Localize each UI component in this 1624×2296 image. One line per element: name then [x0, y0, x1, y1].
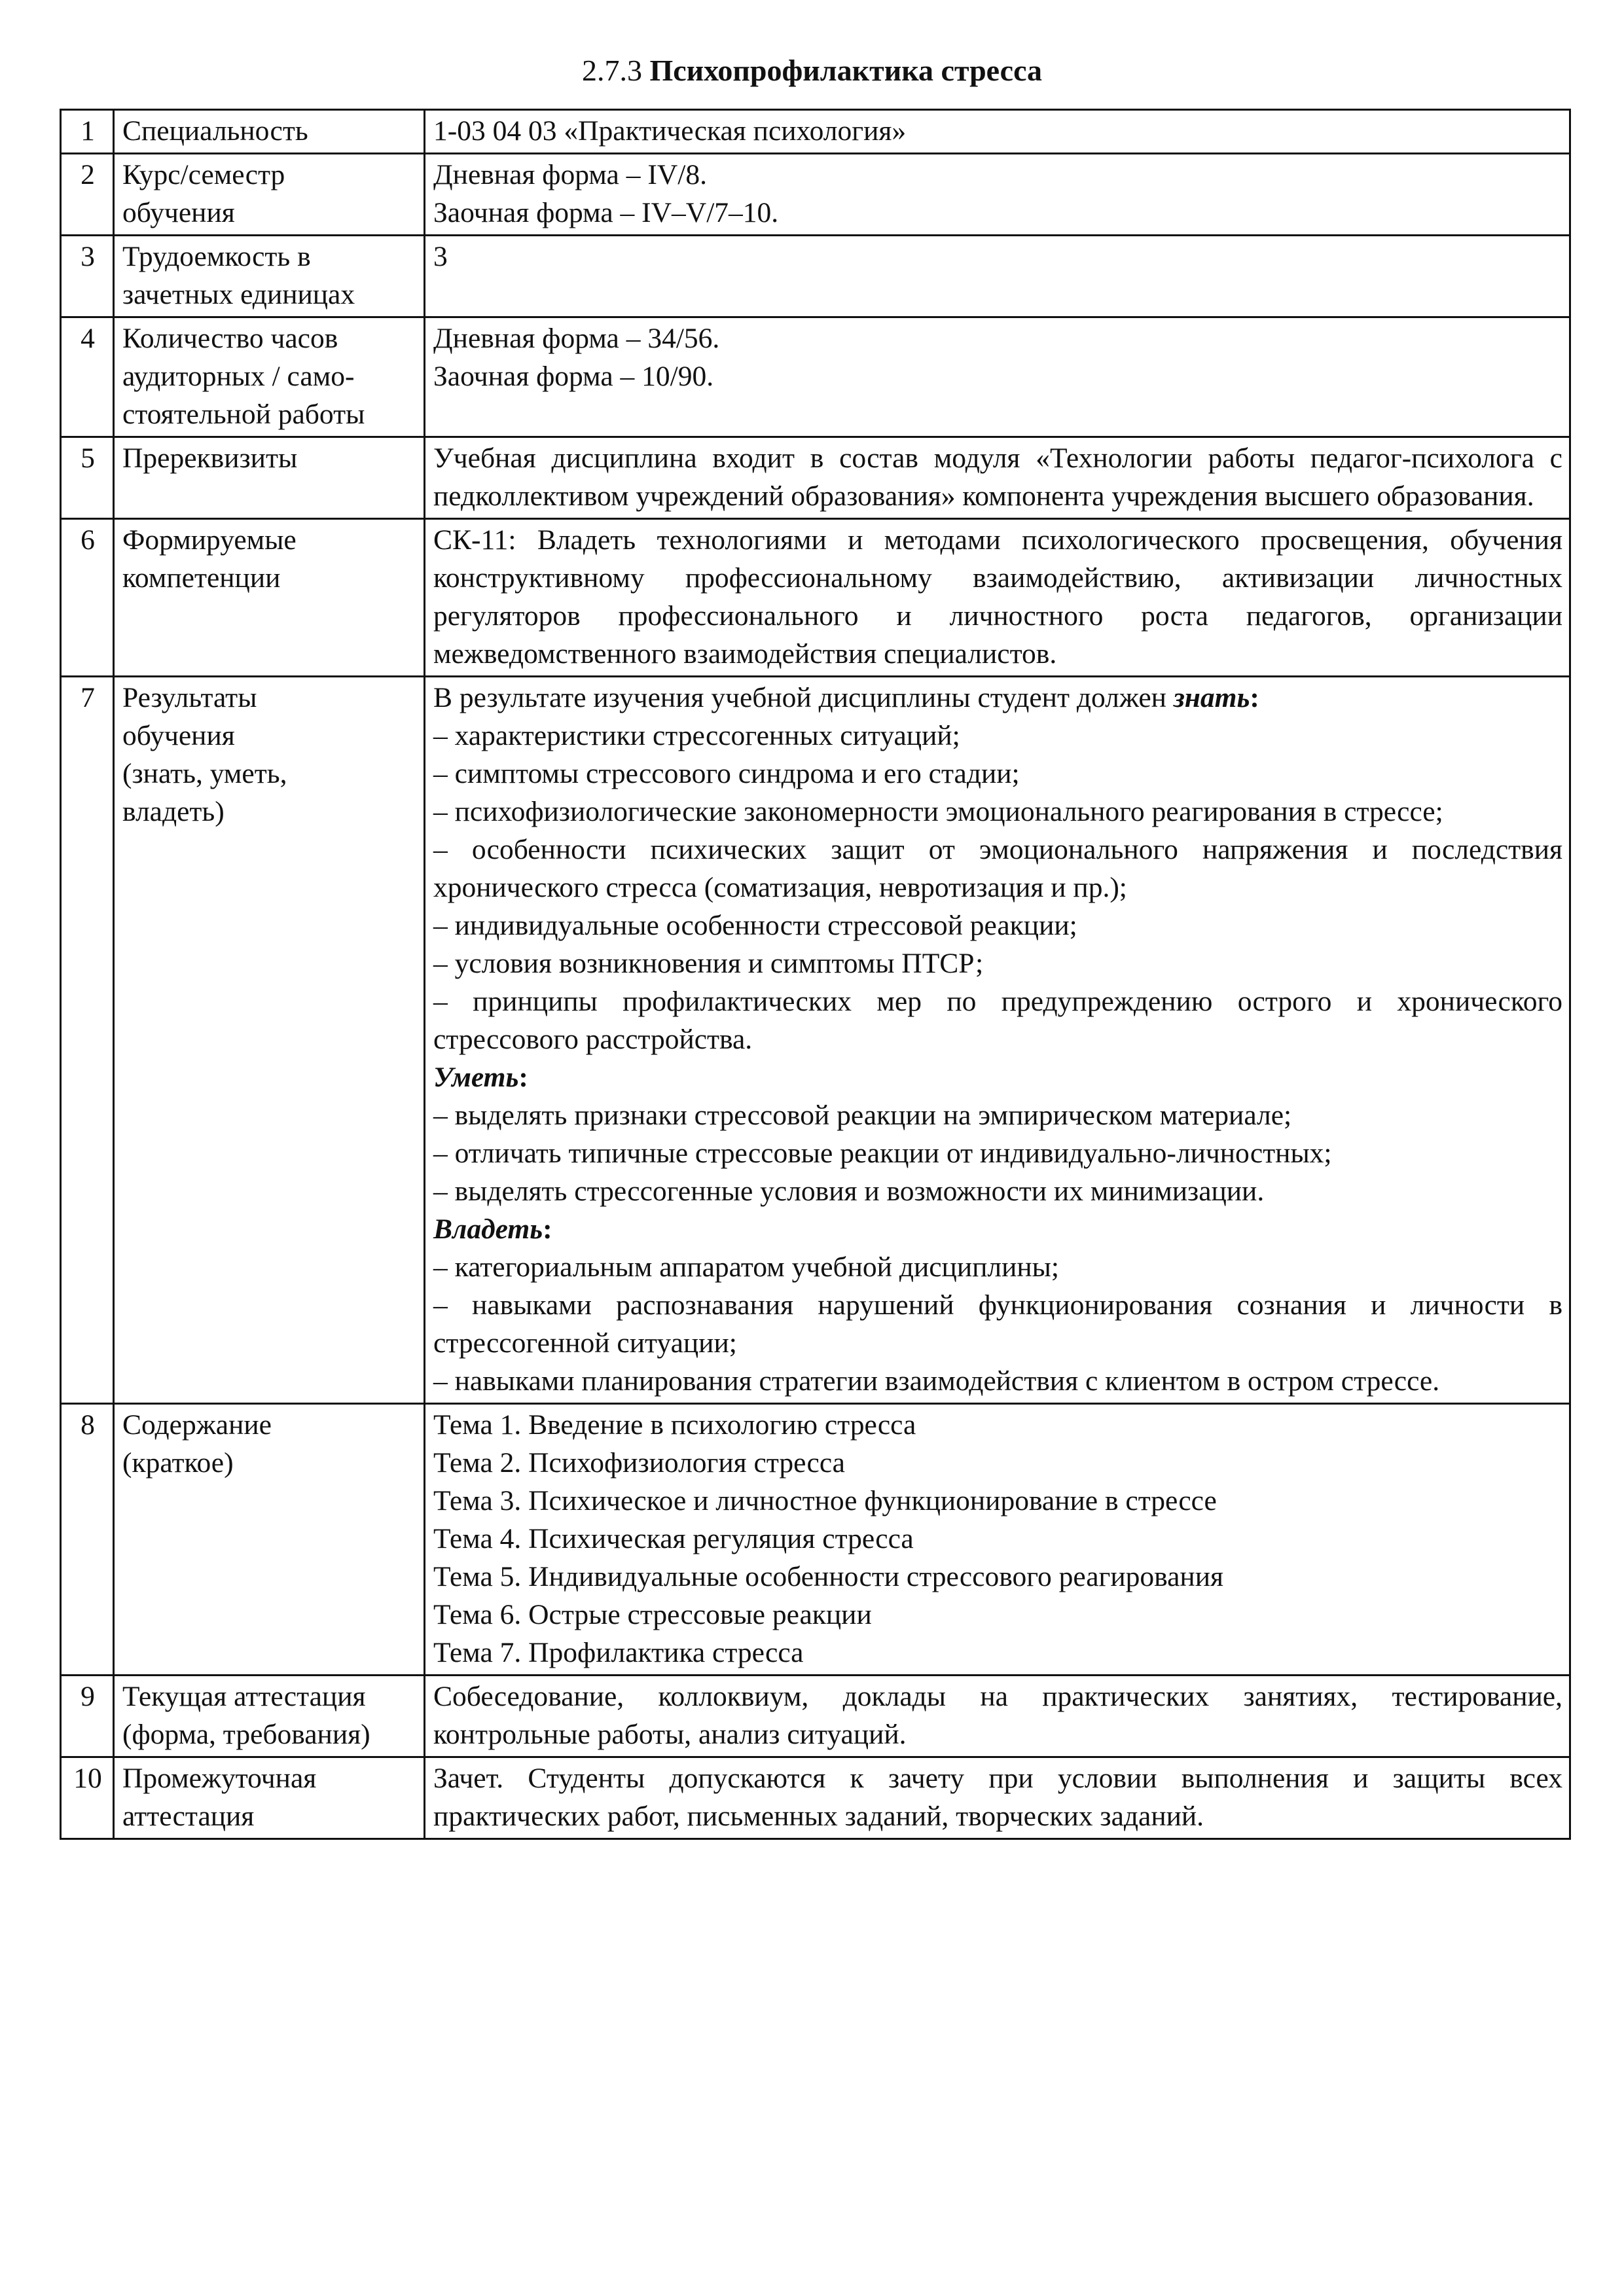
know-item: – индивидуальные особенности стрессовой реакции; [433, 910, 1077, 941]
value-line: Заочная форма – IV–V/7–10. [433, 197, 779, 228]
row-value [425, 1676, 1570, 1757]
row-value [425, 1757, 1570, 1839]
row-label: Результаты обучения (знать, уметь, владеть) [114, 677, 425, 1404]
value-line: Дневная форма – 34/56. [433, 323, 720, 354]
topic-item: Тема 3. Психическое и личностное функционирование в стрессе [433, 1485, 1217, 1516]
own-item: – навыками распознавания нарушений функционирования сознания и личности в стрессогенной ситуации; [433, 1289, 1562, 1359]
row-value [425, 236, 1570, 317]
row-label: Курс/семестр обучения [114, 154, 425, 236]
table-row [61, 1404, 1570, 1676]
can-heading-line: Уметь: [433, 1062, 528, 1093]
can-item: – выделять стрессогенные условия и возможности их минимизации. [433, 1175, 1265, 1207]
value-paragraph: Зачет. Студенты допускаются к зачету при условии выполнения и защиты всех практических работ, письменных заданий, творческих заданий. [433, 1763, 1562, 1832]
row-value [425, 110, 1570, 154]
learning-outcomes [425, 677, 1570, 1404]
know-item: – симптомы стрессового синдрома и его стадии; [433, 758, 1020, 789]
row-label: Трудоемкость в зачетных единицах [114, 236, 425, 317]
outcomes-intro: В результате изучения учебной дисциплины студент должен знать: [433, 682, 1259, 713]
table-row [61, 110, 1570, 154]
know-item: – особенности психических защит от эмоционального напряжения и последствия хронического стресса (соматизация, невротизация и пр.); [433, 834, 1562, 903]
can-item: – выделять признаки стрессовой реакции на эмпирическом материале; [433, 1100, 1292, 1131]
row-number: 4 [61, 317, 114, 437]
know-item: – условия возникновения и симптомы ПТСР; [433, 948, 984, 979]
outcomes-intro-text: В результате изучения учебной дисциплины студент должен [433, 682, 1166, 713]
value-paragraph: Собеседование, коллоквиум, доклады на практических занятиях, тестирование, контрольные работы, анализ ситуаций. [433, 1681, 1562, 1750]
row-label: Формируемые компетенции [114, 519, 425, 677]
value-paragraph: СК-11: Владеть технологиями и методами психологического просвещения, обучения конструктивному профессиональному взаимодействию, активизации личностных регуляторов профессионального и личностного роста педагогов, организации межведомственного взаимодействия специалистов. [433, 524, 1562, 670]
row-label: Содержание (краткое) [114, 1404, 425, 1676]
row-label: Пререквизиты [114, 437, 425, 519]
topic-item: Тема 1. Введение в психологию стресса [433, 1409, 916, 1441]
row-value [425, 154, 1570, 236]
row-number: 6 [61, 519, 114, 677]
own-heading: Владеть [433, 1213, 543, 1245]
topic-item: Тема 7. Профилактика стресса [433, 1637, 804, 1668]
row-number: 5 [61, 437, 114, 519]
row-number: 1 [61, 110, 114, 154]
own-item: – навыками планирования стратегии взаимодействия с клиентом в остром стрессе. [433, 1365, 1440, 1397]
page-title [0, 51, 1624, 90]
table-row [61, 154, 1570, 236]
value-line: 3 [433, 241, 448, 272]
row-label: Специальность [114, 110, 425, 154]
topics-list [425, 1404, 1570, 1676]
row-label: Количество часов аудиторных / само- стоятельной работы [114, 317, 425, 437]
value-paragraph: Учебная дисциплина входит в состав модуля «Технологии работы педагог-психолога с педколлективом учреждений образования» компонента учреждения высшего образования. [433, 442, 1562, 512]
table-row [61, 519, 1570, 677]
value-line: 1-03 04 03 «Практическая психология» [433, 115, 907, 147]
row-number: 10 [61, 1757, 114, 1839]
discipline-description-table [60, 109, 1571, 1840]
value-line: Дневная форма – IV/8. [433, 159, 707, 190]
row-number: 2 [61, 154, 114, 236]
row-value [425, 317, 1570, 437]
row-label: Промежуточная аттестация [114, 1757, 425, 1839]
know-heading: знать [1173, 682, 1250, 713]
own-heading-line: Владеть: [433, 1213, 552, 1245]
section-title: Психопрофилактика стресса [649, 54, 1043, 87]
can-heading: Уметь [433, 1062, 519, 1093]
know-item: – характеристики стрессогенных ситуаций; [433, 720, 960, 751]
row-value [425, 519, 1570, 677]
topic-item: Тема 5. Индивидуальные особенности стрессового реагирования [433, 1561, 1223, 1592]
table-row [61, 317, 1570, 437]
own-item: – категориальным аппаратом учебной дисциплины; [433, 1251, 1059, 1283]
row-label: Текущая аттестация (форма, требования) [114, 1676, 425, 1757]
topic-item: Тема 2. Психофизиология стресса [433, 1447, 845, 1479]
table-row [61, 437, 1570, 519]
value-line: Заочная форма – 10/90. [433, 361, 714, 392]
row-number: 9 [61, 1676, 114, 1757]
topic-item: Тема 6. Острые стрессовые реакции [433, 1599, 872, 1630]
row-number: 3 [61, 236, 114, 317]
can-item: – отличать типичные стрессовые реакции от индивидуально-личностных; [433, 1138, 1332, 1169]
topic-item: Тема 4. Психическая регуляция стресса [433, 1523, 914, 1554]
table-row [61, 1757, 1570, 1839]
table-row [61, 677, 1570, 1404]
table-row [61, 236, 1570, 317]
table-row [61, 1676, 1570, 1757]
row-number: 8 [61, 1404, 114, 1676]
row-number: 7 [61, 677, 114, 1404]
know-item: – психофизиологические закономерности эмоционального реагирования в стрессе; [433, 796, 1443, 827]
row-value [425, 437, 1570, 519]
section-number: 2.7.3 [581, 54, 642, 87]
know-item: – принципы профилактических мер по предупреждению острого и хронического стрессового расстройства. [433, 986, 1562, 1055]
